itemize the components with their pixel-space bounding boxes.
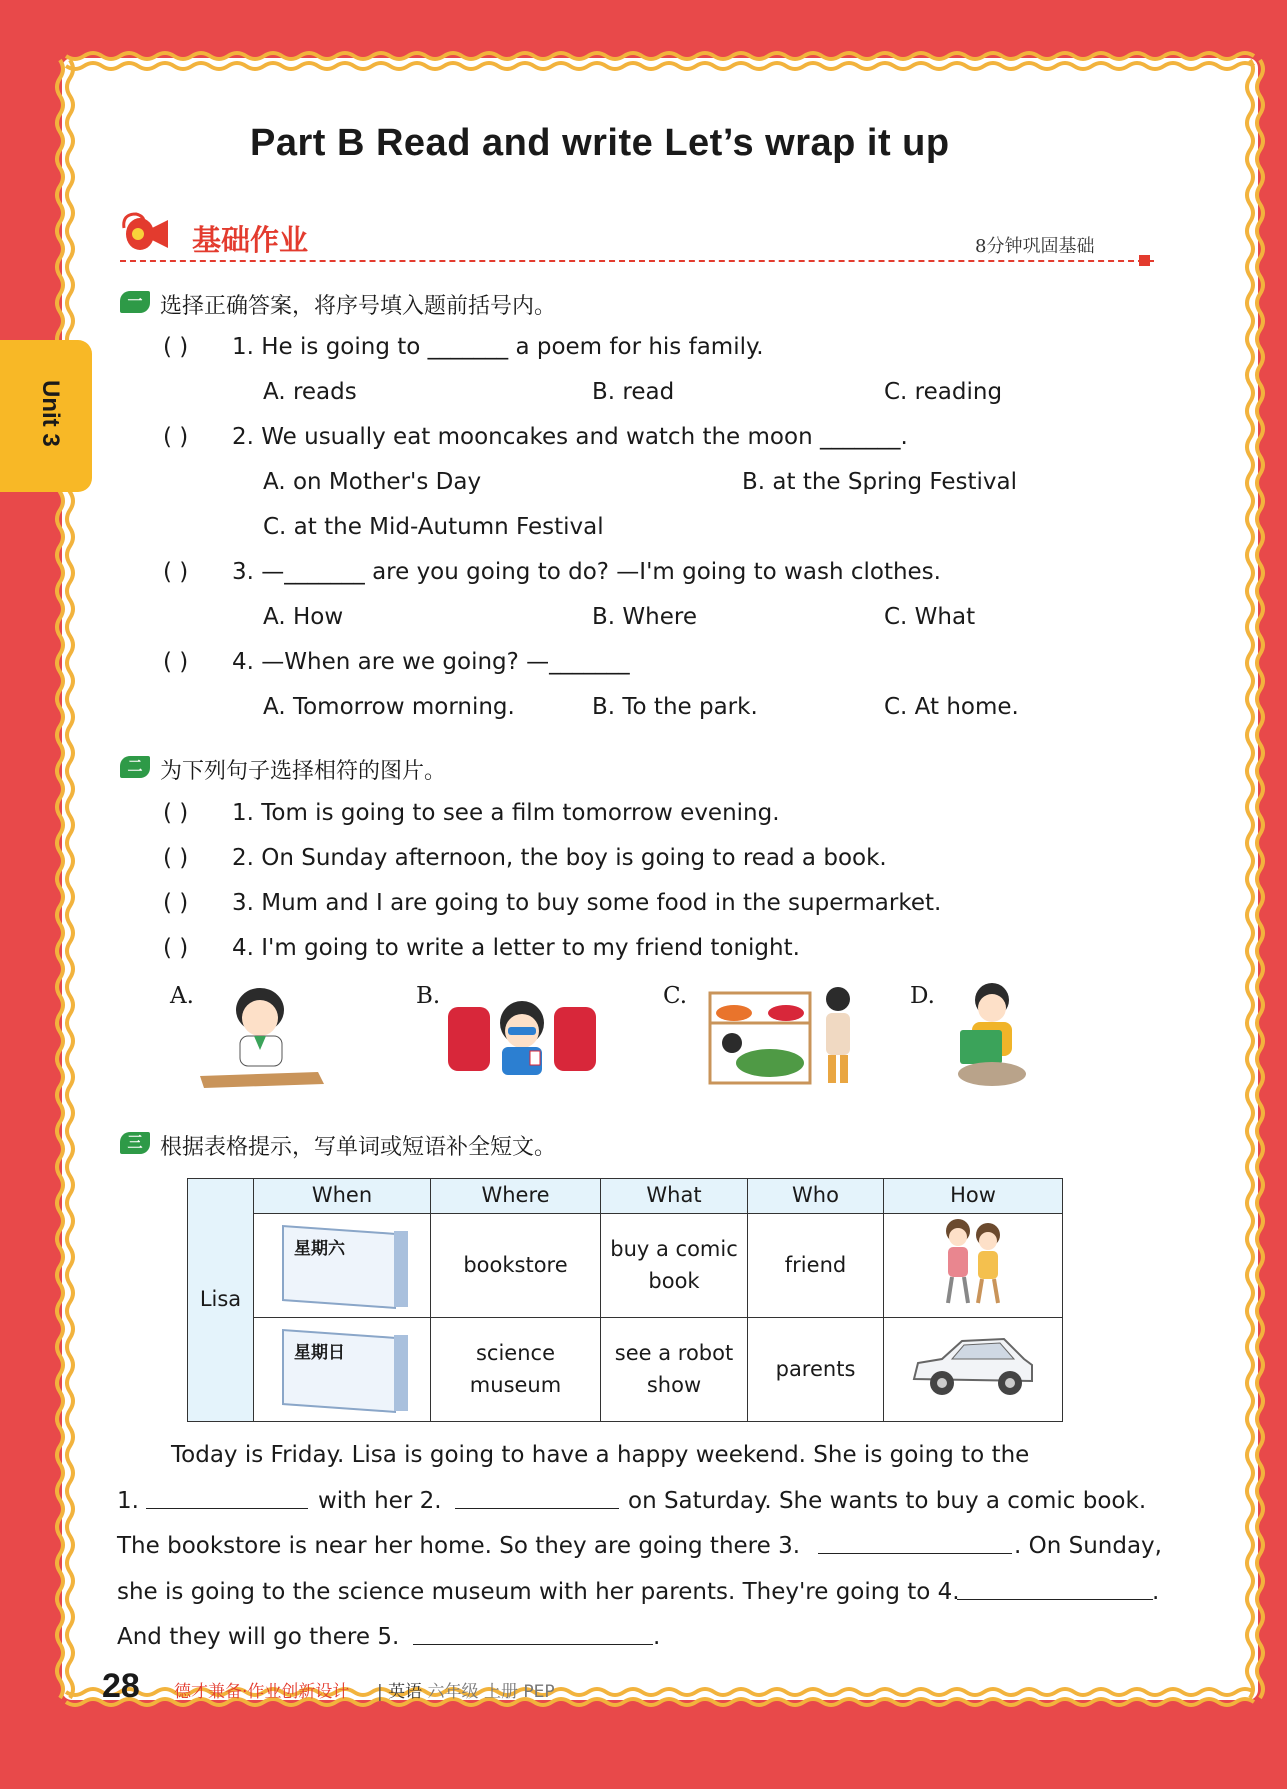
- calendar-day: 星期日: [294, 1342, 345, 1363]
- answer-blank-5[interactable]: [413, 1626, 653, 1645]
- who-cell: friend: [748, 1214, 884, 1318]
- sentence-text: 1. Tom is going to see a film tomorrow evening.: [232, 800, 780, 826]
- option: B. To the park.: [592, 694, 758, 720]
- page-title: Part B Read and write Let’s wrap it up: [250, 122, 950, 164]
- passage-text: on Saturday. She wants to buy a comic book.: [628, 1488, 1147, 1514]
- answer-blank-4[interactable]: [957, 1581, 1153, 1600]
- option: B. at the Spring Festival: [742, 469, 1018, 495]
- car-icon: [908, 1329, 1038, 1401]
- option: C. What: [884, 604, 976, 630]
- footer-edition: PEP: [523, 1682, 555, 1702]
- option: A. How: [263, 604, 344, 630]
- header-cell: How: [884, 1179, 1063, 1214]
- page-number: 28: [102, 1667, 140, 1705]
- passage-text: The bookstore is near her home. So they are going there 3.: [117, 1533, 801, 1559]
- answer-bracket[interactable]: ( ): [163, 890, 189, 916]
- part1-instruction: 选择正确答案，将序号填入题前括号内。: [160, 294, 557, 319]
- boy-cinema-icon: [446, 985, 598, 1077]
- option: A. Tomorrow morning.: [263, 694, 515, 720]
- option: C. at the Mid-Autumn Festival: [263, 514, 604, 540]
- boy-reading-icon: [950, 980, 1034, 1090]
- header-cell: Who: [748, 1179, 884, 1214]
- option: A. on Mother's Day: [263, 469, 482, 495]
- part1-badge: 一: [120, 291, 150, 313]
- picture-label: D.: [910, 983, 935, 1009]
- calendar-day: 星期六: [294, 1238, 345, 1259]
- header-cell: What: [601, 1179, 748, 1214]
- who-cell: parents: [748, 1318, 884, 1422]
- trumpet-icon: [118, 208, 178, 258]
- picture-label: B.: [416, 983, 441, 1009]
- person-name: Lisa: [199, 1287, 242, 1312]
- option: B. read: [592, 379, 675, 405]
- passage-text: .: [1152, 1579, 1160, 1605]
- header-cell: Where: [431, 1179, 601, 1214]
- supermarket-icon: [708, 983, 860, 1087]
- question-text: 4. —When are we going? —_______: [232, 649, 630, 675]
- header-cell: When: [254, 1179, 431, 1214]
- sentence-text: 3. Mum and I are going to buy some food in the supermarket.: [232, 890, 942, 916]
- answer-bracket[interactable]: ( ): [163, 334, 189, 360]
- footer-term: 上册: [483, 1682, 518, 1702]
- answer-bracket[interactable]: ( ): [163, 800, 189, 826]
- footer-grade: 六年级: [427, 1682, 479, 1702]
- when-cell: [254, 1214, 431, 1318]
- picture-label: C.: [663, 983, 688, 1009]
- passage-text: And they will go there 5.: [117, 1624, 400, 1650]
- question-text: 2. We usually eat mooncakes and watch the moon _______.: [232, 424, 908, 450]
- sentence-text: 4. I'm going to write a letter to my friend tonight.: [232, 935, 800, 961]
- answer-bracket[interactable]: ( ): [163, 935, 189, 961]
- option: B. Where: [592, 604, 697, 630]
- divider-end-marker: [1139, 255, 1150, 266]
- part3-instruction: 根据表格提示，写单词或短语补全短文。: [160, 1135, 557, 1160]
- where-cell: bookstore: [431, 1214, 601, 1318]
- passage-text: .: [653, 1624, 661, 1650]
- calendar-icon: [276, 1223, 408, 1309]
- part2-instruction: 为下列句子选择相符的图片。: [160, 759, 447, 784]
- passage-text: with her 2.: [318, 1488, 442, 1514]
- what-cell: see a robot show: [601, 1318, 748, 1422]
- when-cell: [254, 1318, 431, 1422]
- what-cell: buy a comic book: [601, 1214, 748, 1318]
- question-text: 3. —_______ are you going to do? —I'm going to wash clothes.: [232, 559, 941, 585]
- answer-blank-2[interactable]: [455, 1490, 619, 1509]
- sentence-text: 2. On Sunday afternoon, the boy is going to read a book.: [232, 845, 887, 871]
- answer-blank-1[interactable]: [146, 1490, 308, 1509]
- passage-line-1: Today is Friday. Lisa is going to have a happy weekend. She is going to the: [171, 1442, 1030, 1468]
- answer-bracket[interactable]: ( ): [163, 649, 189, 675]
- where-cell: science museum: [431, 1318, 601, 1422]
- picture-label: A.: [170, 983, 194, 1009]
- option: C. At home.: [884, 694, 1019, 720]
- person-cell: [188, 1179, 254, 1422]
- walking-icon: [928, 1215, 1018, 1307]
- footer-subject: 英语: [388, 1682, 423, 1702]
- how-cell: [884, 1318, 1063, 1422]
- answer-bracket[interactable]: ( ): [163, 845, 189, 871]
- unit-tab: [0, 340, 92, 492]
- footer-brand: 德才兼备·作业创新设计: [174, 1682, 350, 1702]
- section-title: 基础作业: [192, 223, 309, 257]
- answer-bracket[interactable]: ( ): [163, 559, 189, 585]
- passage-text: she is going to the science museum with her parents. They're going to 4.: [117, 1579, 960, 1605]
- schedule-table: [187, 1178, 1063, 1422]
- option: A. reads: [263, 379, 357, 405]
- footer-info: | 英语 六年级 上册 PEP: [377, 1682, 555, 1702]
- unit-tab-label: Unit 3: [37, 380, 64, 447]
- passage-text: 1.: [117, 1488, 139, 1514]
- part3-badge: 三: [120, 1132, 150, 1154]
- question-text: 1. He is going to _______ a poem for his family.: [232, 334, 764, 360]
- how-cell: [884, 1214, 1063, 1318]
- calendar-icon: [276, 1327, 408, 1413]
- part2-badge: 二: [120, 756, 150, 778]
- answer-bracket[interactable]: ( ): [163, 424, 189, 450]
- girl-writing-icon: [198, 980, 326, 1092]
- option: C. reading: [884, 379, 1003, 405]
- answer-blank-3[interactable]: [818, 1535, 1012, 1554]
- section-note: 8分钟巩固基础: [975, 236, 1095, 257]
- section-divider: [120, 260, 1154, 262]
- passage-text: . On Sunday,: [1014, 1533, 1162, 1559]
